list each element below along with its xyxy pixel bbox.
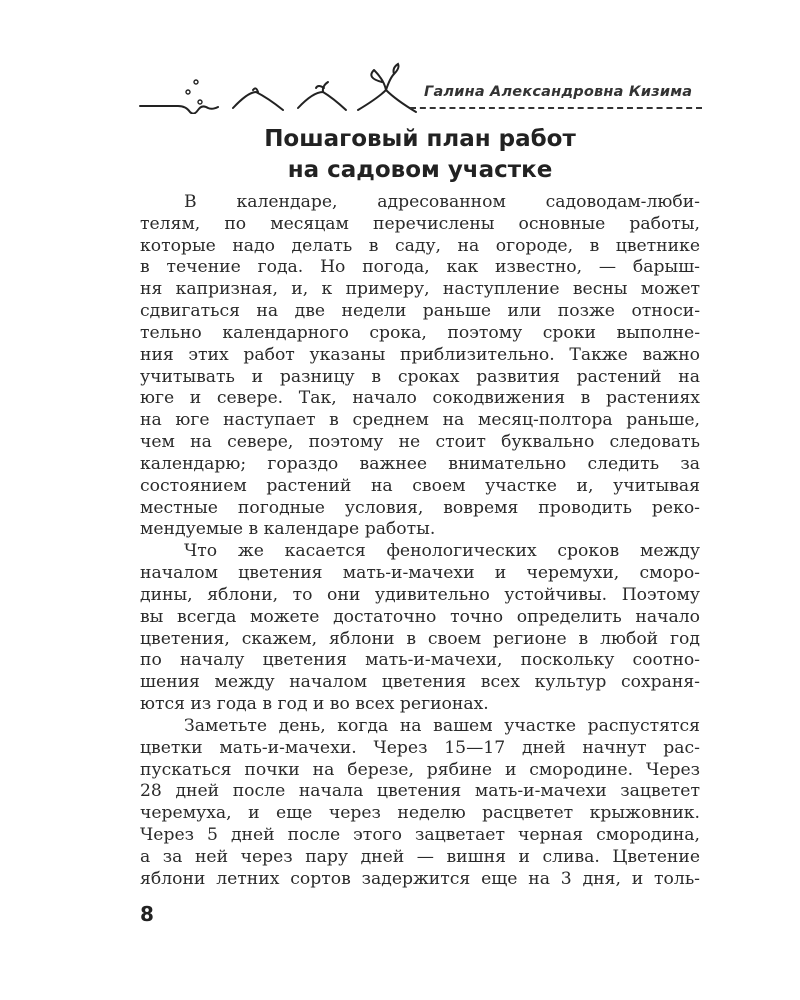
text-line: цветения, скажем, яблони в своем регионе в любой год	[140, 628, 700, 649]
text-line: тельно календарного срока, поэтому сроки выполне-	[140, 322, 700, 343]
text-line: цветки мать-и-мачехи. Через 15—17 дней начнут рас-	[140, 737, 700, 758]
text-line: пускаться почки на березе, рябине и смородине. Через	[140, 759, 700, 780]
text-line: а за ней через пару дней — вишня и слива. Цветение	[140, 846, 700, 867]
text-line: дины, яблони, то они удивительно устойчивы. Поэтому	[140, 584, 700, 605]
text-line: состоянием растений на своем участке и, учитывая	[140, 475, 700, 496]
paragraph	[140, 192, 700, 541]
text-line: 28 дней после начала цветения мать-и-мачехи зацветет	[140, 781, 700, 802]
page-number: 8	[140, 902, 154, 926]
text-line: сдвигаться на две недели раньше или позже относи-	[140, 301, 700, 322]
section-title-line: на садовом участке	[287, 157, 553, 183]
text-line: которые надо делать в саду, на огороде, в цветнике	[140, 235, 700, 256]
text-line: телям, по месяцам перечислены основные работы,	[140, 213, 700, 234]
text-line: Через 5 дней после этого зацветает черная смородина,	[140, 825, 700, 846]
text-line: юге и севере. Так, начало сокодвижения в растениях	[140, 388, 700, 409]
text-line: шения между началом цветения всех культур сохраня-	[140, 672, 700, 693]
text-line: чем на севере, поэтому не стоит буквально следовать	[140, 432, 700, 453]
text-line: Что же касается фенологических сроков между	[184, 541, 700, 562]
sprouting-seedlings-ornament-icon	[138, 62, 418, 114]
text-line: черемуха, и еще через неделю расцветет крыжовник.	[140, 803, 700, 824]
text-line: ня капризная, и, к примеру, наступление весны может	[140, 279, 700, 300]
text-line: учитывать и разницу в сроках развития растений на	[140, 366, 700, 387]
text-line: началом цветения мать-и-мачехи и черемухи, сморо-	[140, 563, 700, 584]
text-line: Заметьте день, когда на вашем участке распустятся	[184, 715, 700, 736]
text-line: в течение года. Но погода, как известно, — барыш-	[140, 257, 700, 278]
body-text	[140, 192, 700, 891]
text-line: вы всегда можете достаточно точно определить начало	[140, 606, 700, 627]
section-title	[140, 124, 700, 186]
text-line: яблони летних сортов задержится еще на 3 дня, и толь-	[140, 868, 700, 889]
running-header-author: Галина Александровна Кизима	[424, 84, 693, 100]
section-title-line: Пошаговый план работ	[264, 126, 576, 152]
text-line: по началу цветения мать-и-мачехи, поскольку соотно-	[140, 650, 700, 671]
text-line: местные погодные условия, вовремя проводить реко-	[140, 497, 700, 518]
paragraph	[140, 541, 700, 716]
paragraph	[140, 716, 700, 891]
text-line: ния этих работ указаны приблизительно. Также важно	[140, 344, 700, 365]
text-line: мендуемые в календаре работы.	[140, 519, 436, 540]
header-dashed-rule	[410, 107, 702, 109]
text-line: на юге наступает в среднем на месяц-полтора раньше,	[140, 410, 700, 431]
text-line: ются из года в год и во всех регионах.	[140, 694, 489, 715]
text-line: В календаре, адресованном садоводам-люби-	[184, 192, 700, 212]
text-line: календарю; гораздо важнее внимательно следить за	[140, 453, 700, 474]
